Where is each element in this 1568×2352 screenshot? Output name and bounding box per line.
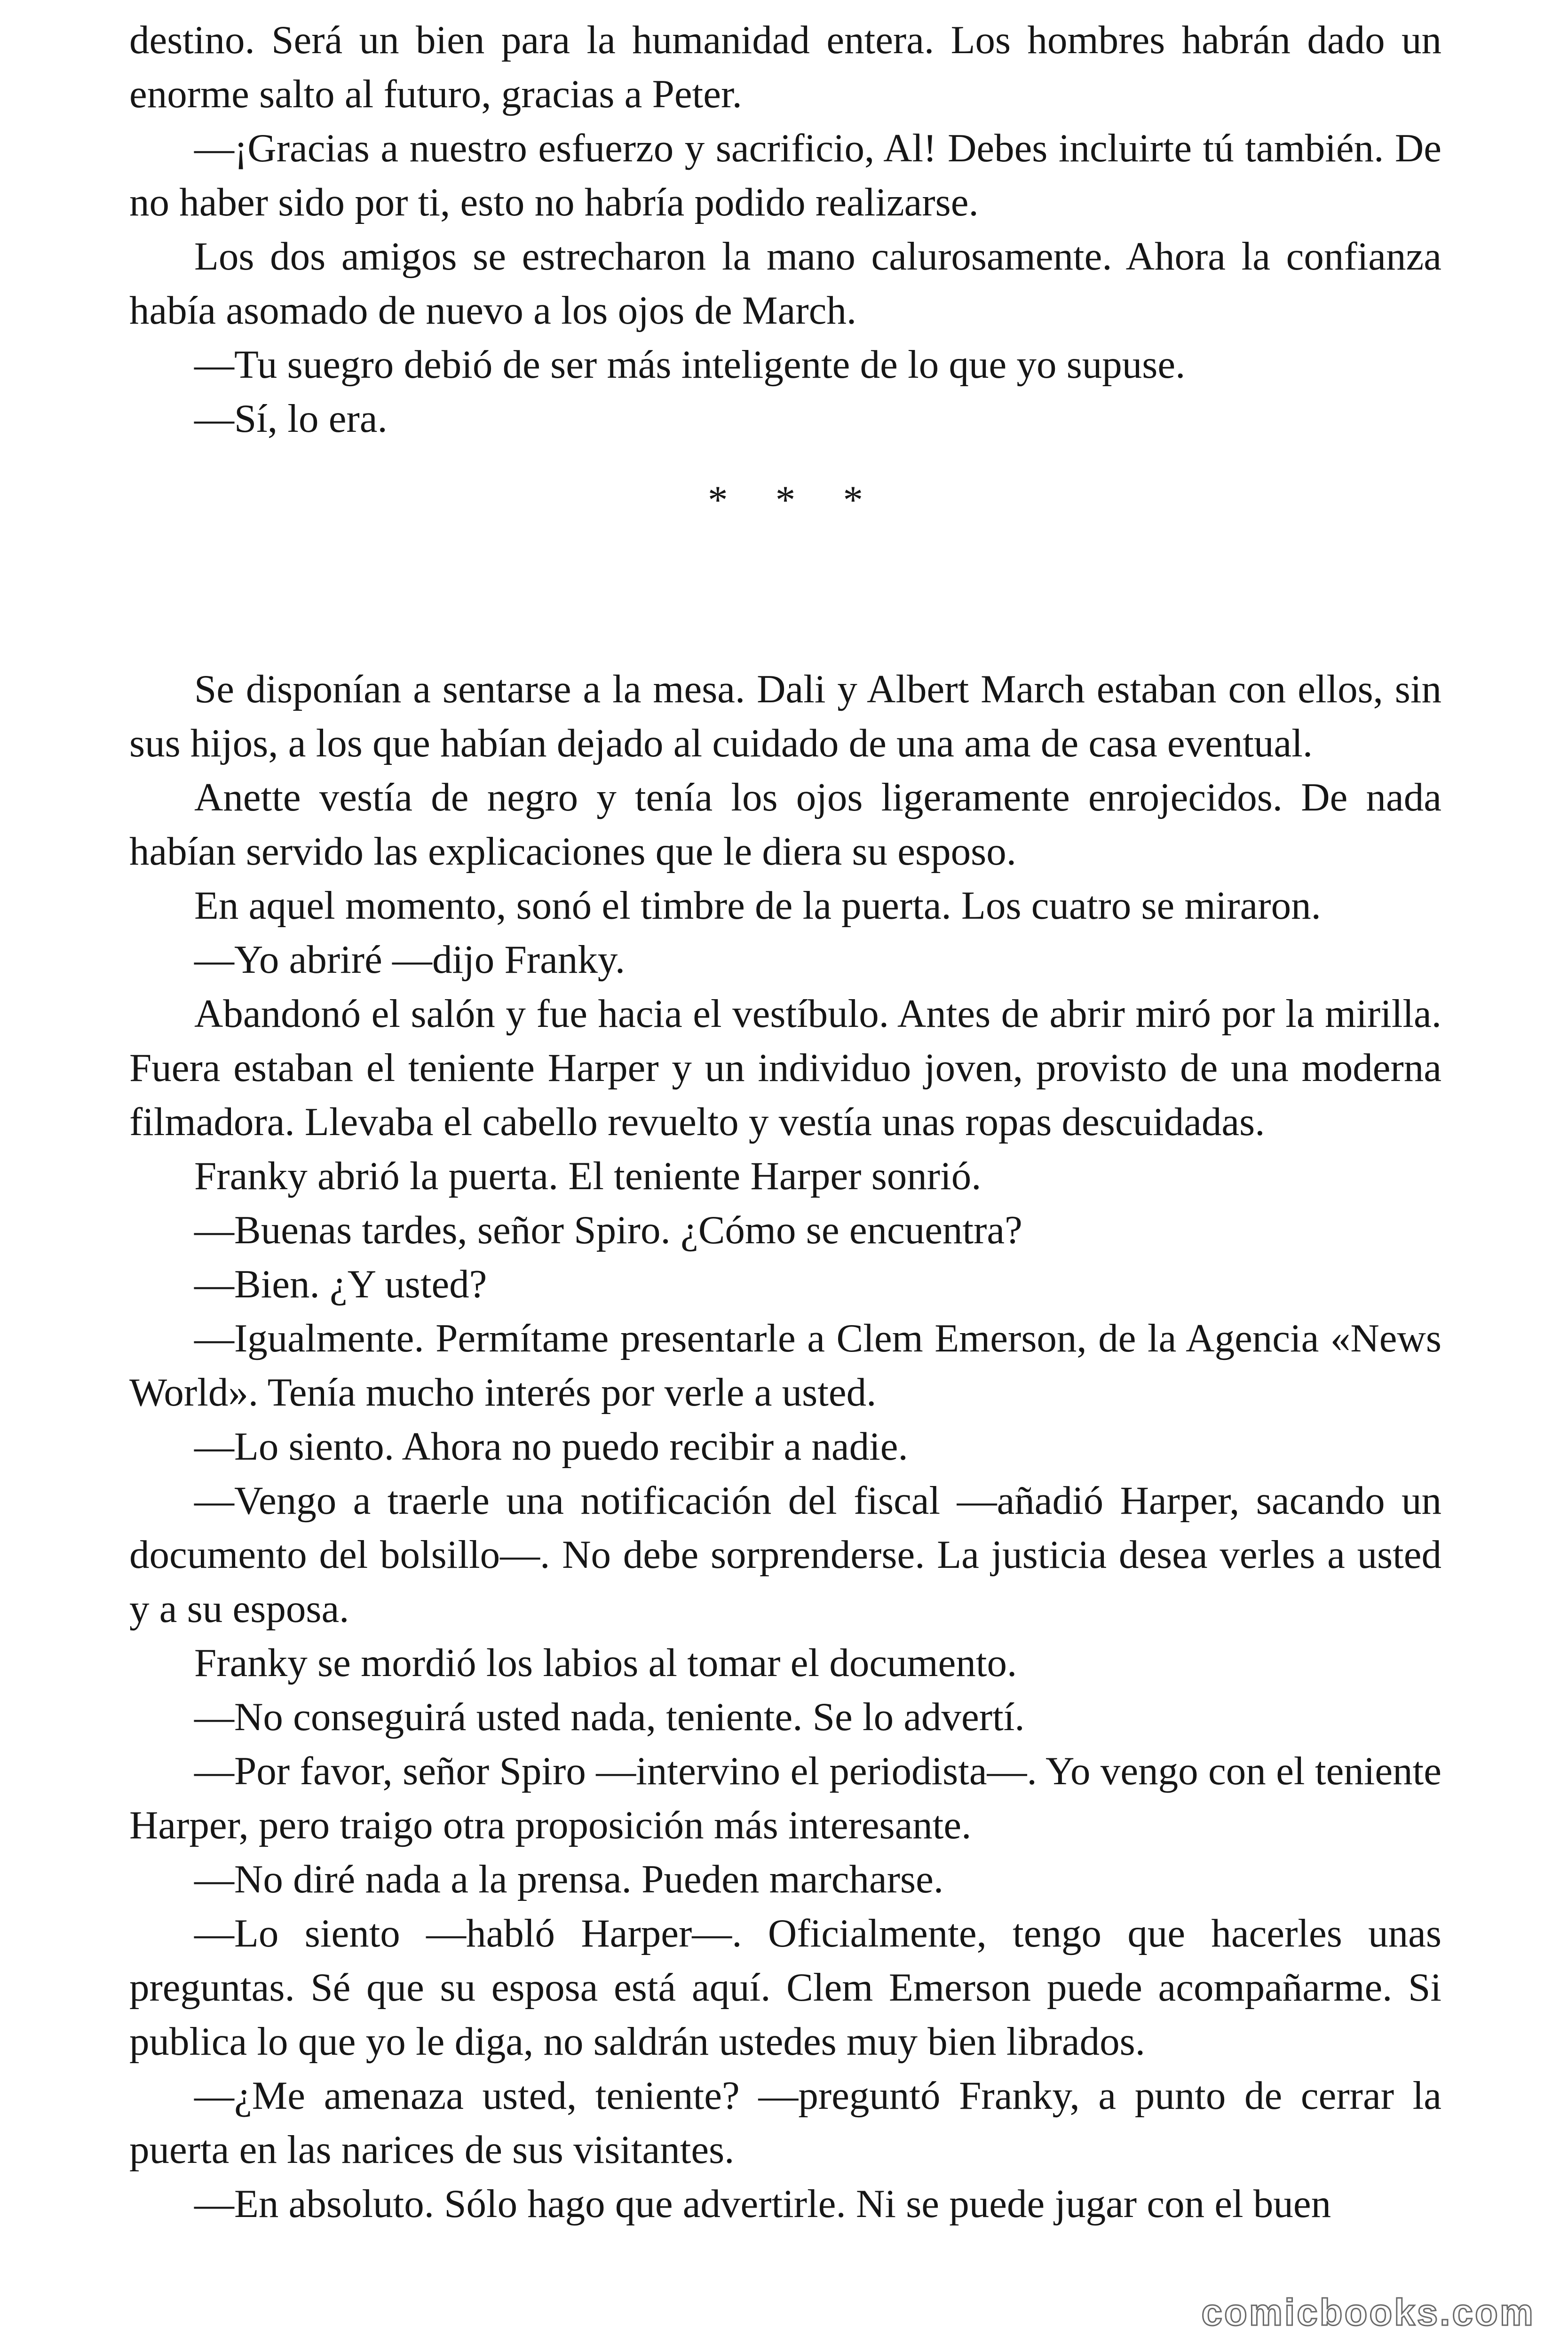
paragraph: —Buenas tardes, señor Spiro. ¿Cómo se encuentra? (194, 1208, 1022, 1252)
paragraph: Franky se mordió los labios al tomar el documento. (194, 1641, 1017, 1685)
paragraph: Abandonó el salón y fue hacia el vestíbulo. Antes de abrir miró por la mirilla. Fuera estaban el teniente Harper y un individuo joven, provisto de una moderna filmadora. Llevaba el cabello revuelto y vestía unas ropas descuidadas. (129, 992, 1441, 1144)
paragraph: —No conseguirá usted nada, teniente. Se lo advertí. (194, 1695, 1025, 1739)
paragraph: —En absoluto. Sólo hago que advertirle. Ni se puede jugar con el buen (194, 2182, 1331, 2226)
paragraph: —Tu suegro debió de ser más inteligente de lo que yo supuse. (194, 342, 1186, 387)
paragraph: Se disponían a sentarse a la mesa. Dali y Albert March estaban con ellos, sin sus hijos, a los que habían dejado al cuidado de una ama de casa eventual. (129, 667, 1441, 765)
paragraph: destino. Será un bien para la humanidad entera. Los hombres habrán dado un enorme salto al futuro, gracias a Peter. (129, 18, 1441, 116)
paragraph: Los dos amigos se estrecharon la mano calurosamente. Ahora la confianza había asomado de nuevo a los ojos de March. (129, 234, 1441, 333)
paragraph: —Lo siento. Ahora no puedo recibir a nadie. (194, 1424, 908, 1469)
separator-asterisks: * * * (708, 478, 882, 522)
paragraph: —¡Gracias a nuestro esfuerzo y sacrificio, Al! Debes incluirte tú también. De no haber sido por ti, esto no habría podido realizarse. (129, 126, 1441, 224)
paragraph: Anette vestía de negro y tenía los ojos ligeramente enrojecidos. De nada habían servido las explicaciones que le diera su esposo. (129, 775, 1441, 874)
paragraph: —Igualmente. Permítame presentarle a Clem Emerson, de la Agencia «News World». Tenía mucho interés por verle a usted. (129, 1316, 1441, 1414)
paragraph: —Por favor, señor Spiro —intervino el periodista—. Yo vengo con el teniente Harper, pero traigo otra proposición más interesante. (129, 1749, 1441, 1847)
paragraph: —Vengo a traerle una notificación del fiscal —añadió Harper, sacando un documento del bolsillo—. No debe sorprenderse. La justicia desea verles a usted y a su esposa. (129, 1478, 1441, 1631)
paragraph: —Sí, lo era. (194, 397, 388, 441)
paragraph: —Bien. ¿Y usted? (194, 1262, 487, 1306)
paragraph: —Yo abriré —dijo Franky. (194, 938, 626, 982)
watermark: comicbooks.com (1201, 2291, 1535, 2333)
paragraph: —¿Me amenaza usted, teniente? —preguntó Franky, a punto de cerrar la puerta en las narices de sus visitantes. (129, 2074, 1441, 2172)
section-separator (129, 446, 1441, 662)
paragraph: Franky abrió la puerta. El teniente Harper sonrió. (194, 1154, 982, 1198)
paragraph: —No diré nada a la prensa. Pueden marcharse. (194, 1857, 944, 1901)
paragraph: En aquel momento, sonó el timbre de la puerta. Los cuatro se miraron. (194, 883, 1321, 928)
paragraph: —Lo siento —habló Harper—. Oficialmente, tengo que hacerles unas preguntas. Sé que su esposa está aquí. Clem Emerson puede acompañarme. Si publica lo que yo le diga, no saldrán ustedes muy bien librados. (129, 1911, 1441, 2064)
text-body (129, 13, 1441, 2231)
